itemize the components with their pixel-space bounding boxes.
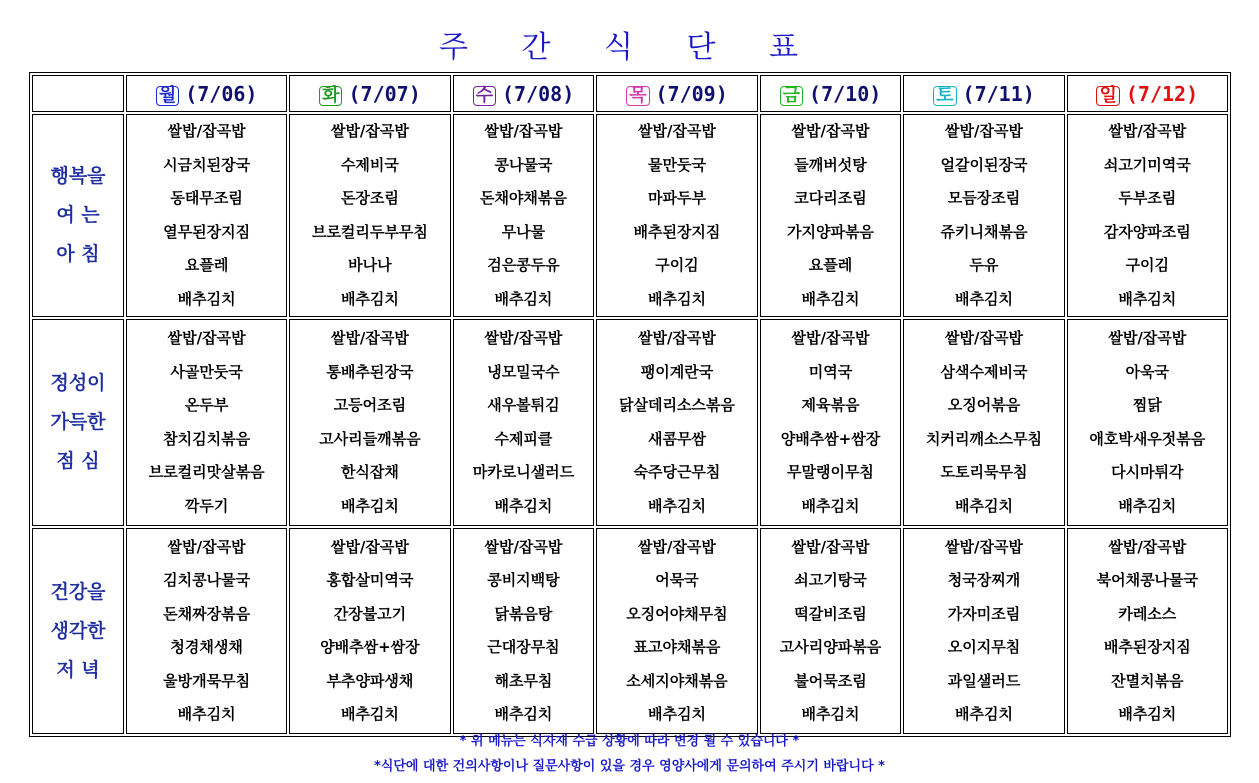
menu-item: 배추김치 (340, 705, 399, 723)
menu-item: 배추김치 (647, 289, 706, 308)
menu-item: 사골만둣국 (170, 362, 243, 381)
menu-cell-dinner-mon (126, 528, 287, 734)
menu-item: 미역국 (808, 362, 853, 381)
menu-item: 오징어볶음 (947, 396, 1021, 414)
meal-label-line: 저 녁 (56, 658, 100, 681)
menu-item: 돈장조림 (340, 189, 399, 207)
menu-item: 쇠고기탕국 (794, 571, 867, 589)
menu-cell-dinner-tue (289, 528, 450, 734)
menu-item: 소세지야채볶음 (626, 671, 728, 690)
menu-item: 쌀밥/잡곡밥 (167, 537, 246, 556)
menu-item: 고사리양파볶음 (779, 638, 882, 656)
menu-item: 쌀밥/잡곡밥 (167, 329, 246, 347)
menu-item: 표고야채볶음 (633, 638, 721, 656)
menu-item: 깍두기 (184, 496, 229, 515)
menu-cell-breakfast-sat (903, 114, 1064, 317)
menu-item: 배추김치 (1118, 705, 1177, 723)
menu-item: 고사리들깨볶음 (319, 429, 421, 448)
day-header-fri (760, 75, 902, 112)
menu-item: 쌀밥/잡곡밥 (1108, 329, 1187, 347)
menu-item: 두부조림 (1118, 189, 1177, 207)
menu-item: 카레소스 (1118, 604, 1177, 623)
menu-cell-dinner-sat (903, 528, 1064, 734)
menu-item: 쌀밥/잡곡밥 (791, 122, 870, 140)
menu-item: 오징어야채무침 (626, 604, 728, 623)
menu-item: 청국장찌개 (947, 571, 1021, 589)
meal-label-line: 점 심 (56, 450, 100, 472)
menu-item: 배추된장지짐 (633, 222, 721, 241)
menu-item: 쌀밥/잡곡밥 (1108, 537, 1187, 556)
menu-item: 쌀밥/잡곡밥 (945, 329, 1023, 347)
menu-item: 두유 (969, 256, 999, 274)
menu-item: 쌀밥/잡곡밥 (330, 329, 409, 347)
menu-item: 요플레 (184, 256, 229, 274)
menu-item: 배추김치 (647, 496, 706, 515)
note-menu-change: * 위 메뉴는 식자재 수급 상황에 따라 변경 될 수 있습니다 * (459, 734, 800, 749)
menu-item: 새우볼튀김 (487, 396, 560, 414)
menu-item: 쌀밥/잡곡밥 (637, 537, 716, 556)
menu-item: 쌀밥/잡곡밥 (945, 537, 1023, 556)
menu-item: 배추김치 (647, 705, 706, 723)
menu-item: 돈채야채볶음 (479, 189, 567, 207)
menu-item: 떡갈비조림 (794, 604, 867, 623)
day-date: (7/11) (962, 81, 1035, 106)
weekly-menu-table (29, 72, 1231, 737)
menu-cell-lunch-sun (1067, 319, 1228, 526)
day-date: (7/09) (655, 81, 728, 106)
menu-item: 쌀밥/잡곡밥 (791, 329, 870, 347)
menu-item: 김치콩나물국 (163, 571, 251, 589)
menu-item: 쌀밥/잡곡밥 (1108, 122, 1187, 140)
menu-item: 배추김치 (494, 496, 553, 515)
day-label: 화 (319, 86, 342, 106)
menu-item: 감자양파조림 (1103, 222, 1191, 241)
meal-label-breakfast (32, 114, 124, 317)
menu-item: 마카로니샐러드 (472, 463, 575, 481)
menu-item: 배추김치 (177, 705, 236, 723)
menu-item: 검은콩두유 (487, 256, 560, 274)
menu-cell-lunch-wed (453, 319, 595, 526)
day-header-tue (289, 75, 450, 112)
menu-item: 참치김치볶음 (163, 429, 251, 448)
menu-item: 쌀밥/잡곡밥 (484, 122, 563, 140)
menu-cell-dinner-fri (760, 528, 902, 734)
menu-item: 배추된장지짐 (1103, 638, 1191, 656)
note-inquiry: *식단에 대한 건의사항이나 질문사항이 있을 경우 영양사에게 문의하여 주시기 바랍니다 * (374, 759, 885, 774)
menu-item: 청경채생채 (170, 638, 243, 656)
menu-item: 물만둣국 (647, 155, 706, 174)
meal-label-line: 행복을 (50, 165, 106, 187)
menu-item: 코다리조림 (794, 189, 867, 207)
menu-item: 한식잡채 (340, 463, 399, 481)
menu-cell-lunch-mon (126, 319, 287, 526)
meal-label-line: 가득한 (50, 411, 106, 433)
menu-item: 배추김치 (955, 496, 1013, 515)
meal-label-line: 아 침 (56, 243, 100, 265)
menu-item: 도토리묵무침 (940, 463, 1028, 481)
menu-cell-breakfast-wed (453, 114, 595, 317)
menu-item: 가자미조림 (947, 604, 1021, 623)
menu-item: 배추김치 (340, 496, 399, 515)
day-label: 수 (473, 86, 496, 106)
menu-item: 양배추쌈+쌈장 (780, 429, 881, 448)
day-label: 일 (1096, 86, 1119, 106)
menu-item: 홍합살미역국 (326, 571, 414, 589)
menu-item: 가지양파볶음 (786, 222, 874, 241)
menu-item: 북어채콩나물국 (1096, 571, 1199, 589)
menu-cell-dinner-wed (453, 528, 595, 734)
menu-item: 배추김치 (955, 289, 1013, 308)
menu-item: 쇠고기미역국 (1103, 155, 1191, 174)
menu-item: 온두부 (184, 396, 229, 414)
menu-cell-breakfast-mon (126, 114, 287, 317)
menu-item: 양배추쌈+쌈장 (320, 638, 420, 656)
menu-item: 배추김치 (177, 289, 236, 308)
meal-label-line: 생각한 (50, 619, 106, 642)
menu-cell-breakfast-tue (289, 114, 450, 317)
menu-item: 어묵국 (655, 571, 699, 589)
menu-cell-dinner-thu (596, 528, 757, 734)
meal-label-line: 정성이 (50, 372, 106, 394)
meal-row-dinner (32, 528, 1228, 734)
menu-item: 숙주당근무침 (633, 463, 721, 481)
menu-item: 팽이계란국 (640, 362, 714, 381)
menu-item: 아욱국 (1125, 362, 1170, 381)
day-header-sat (903, 75, 1064, 112)
day-date: (7/07) (348, 81, 421, 106)
menu-item: 찜닭 (1132, 396, 1162, 414)
day-label: 목 (626, 86, 649, 106)
menu-item: 애호박새우젓볶음 (1089, 429, 1206, 448)
menu-item: 닭볶음탕 (494, 604, 553, 623)
menu-item: 바나나 (348, 256, 392, 274)
menu-item: 시금치된장국 (163, 155, 251, 174)
meal-label-lunch (32, 319, 124, 526)
menu-item: 쥬키니채볶음 (940, 222, 1028, 241)
menu-item: 마파두부 (647, 189, 706, 207)
menu-item: 돈채짜장볶음 (163, 604, 251, 623)
menu-item: 잔멸치볶음 (1111, 671, 1184, 690)
menu-item: 쌀밥/잡곡밥 (330, 122, 409, 140)
menu-cell-lunch-thu (596, 319, 757, 526)
day-date: (7/10) (809, 81, 882, 106)
menu-item: 콩비지백탕 (487, 571, 560, 589)
menu-item: 열무된장지짐 (163, 222, 251, 241)
menu-item: 수제비국 (340, 155, 399, 174)
menu-item: 쌀밥/잡곡밥 (484, 329, 563, 347)
meal-label-line: 여 는 (56, 204, 100, 226)
menu-item: 치커리깨소스무침 (926, 429, 1042, 448)
menu-item: 쌀밥/잡곡밥 (637, 122, 716, 140)
header-row (32, 75, 1228, 112)
menu-item: 닭살데리소스볶음 (618, 396, 735, 414)
menu-cell-breakfast-sun (1067, 114, 1228, 317)
menu-item: 배추김치 (801, 496, 860, 515)
menu-item: 쌀밥/잡곡밥 (791, 537, 870, 556)
menu-item: 들깨버섯탕 (794, 155, 867, 174)
menu-item: 냉모밀국수 (487, 362, 560, 381)
menu-cell-dinner-sun (1067, 528, 1228, 734)
menu-item: 쌀밥/잡곡밥 (637, 329, 716, 347)
menu-item: 배추김치 (1118, 496, 1177, 515)
day-header-sun (1067, 75, 1228, 112)
menu-item: 배추김치 (340, 289, 399, 308)
menu-item: 다시마튀각 (1111, 463, 1184, 481)
menu-item: 요플레 (808, 256, 853, 274)
menu-item: 배추김치 (801, 289, 860, 308)
menu-item: 새콤무쌈 (647, 429, 706, 448)
menu-item: 울방개묵무침 (163, 671, 251, 690)
menu-item: 동태무조림 (170, 189, 243, 207)
day-date: (7/08) (502, 81, 575, 106)
menu-item: 간장불고기 (333, 604, 407, 623)
menu-item: 무나물 (501, 222, 546, 241)
menu-item: 구이김 (655, 256, 699, 274)
menu-cell-breakfast-fri (760, 114, 902, 317)
menu-item: 쌀밥/잡곡밥 (484, 537, 563, 556)
menu-item: 삼색수제비국 (940, 362, 1028, 381)
menu-item: 배추김치 (1118, 289, 1177, 308)
corner-cell (32, 75, 124, 112)
day-label: 금 (780, 86, 803, 106)
day-date: (7/06) (185, 81, 258, 106)
menu-item: 불어묵조림 (794, 671, 867, 690)
day-label: 토 (933, 86, 956, 106)
menu-item: 부추양파생채 (326, 671, 414, 690)
menu-item: 콩나물국 (494, 155, 553, 174)
day-date: (7/12) (1125, 81, 1199, 106)
meal-label-dinner (32, 528, 124, 734)
menu-item: 배추김치 (801, 705, 860, 723)
menu-item: 배추김치 (494, 289, 553, 308)
menu-item: 수제피클 (494, 429, 553, 448)
day-label: 월 (156, 86, 179, 106)
menu-item: 브로컬리두부무침 (311, 222, 428, 241)
menu-item: 고등어조림 (333, 396, 407, 414)
menu-item: 구이김 (1125, 256, 1170, 274)
menu-item: 과일샐러드 (947, 671, 1021, 690)
day-header-mon (126, 75, 287, 112)
menu-item: 쌀밥/잡곡밥 (330, 537, 409, 556)
page-title: 주 간 식 단 표 (438, 30, 821, 65)
menu-item: 해초무침 (494, 671, 553, 690)
meal-row-lunch (32, 319, 1228, 526)
menu-item: 통배추된장국 (326, 362, 414, 381)
menu-item: 무말랭이무침 (786, 463, 874, 481)
menu-cell-lunch-sat (903, 319, 1064, 526)
menu-item: 얼갈이된장국 (940, 155, 1028, 174)
menu-item: 쌀밥/잡곡밥 (167, 122, 246, 140)
day-header-thu (596, 75, 757, 112)
menu-item: 배추김치 (955, 705, 1013, 723)
menu-item: 모듬장조림 (947, 189, 1021, 207)
menu-cell-breakfast-thu (596, 114, 757, 317)
menu-item: 배추김치 (494, 705, 553, 723)
menu-item: 오이지무침 (947, 638, 1021, 656)
menu-item: 브로컬리맛살볶음 (148, 463, 265, 481)
meal-row-breakfast (32, 114, 1228, 317)
menu-item: 쌀밥/잡곡밥 (945, 122, 1023, 140)
menu-cell-lunch-tue (289, 319, 450, 526)
menu-item: 제육볶음 (801, 396, 860, 414)
menu-cell-lunch-fri (760, 319, 902, 526)
day-header-wed (453, 75, 595, 112)
meal-label-line: 건강을 (50, 580, 106, 603)
menu-item: 근대장무침 (487, 638, 560, 656)
